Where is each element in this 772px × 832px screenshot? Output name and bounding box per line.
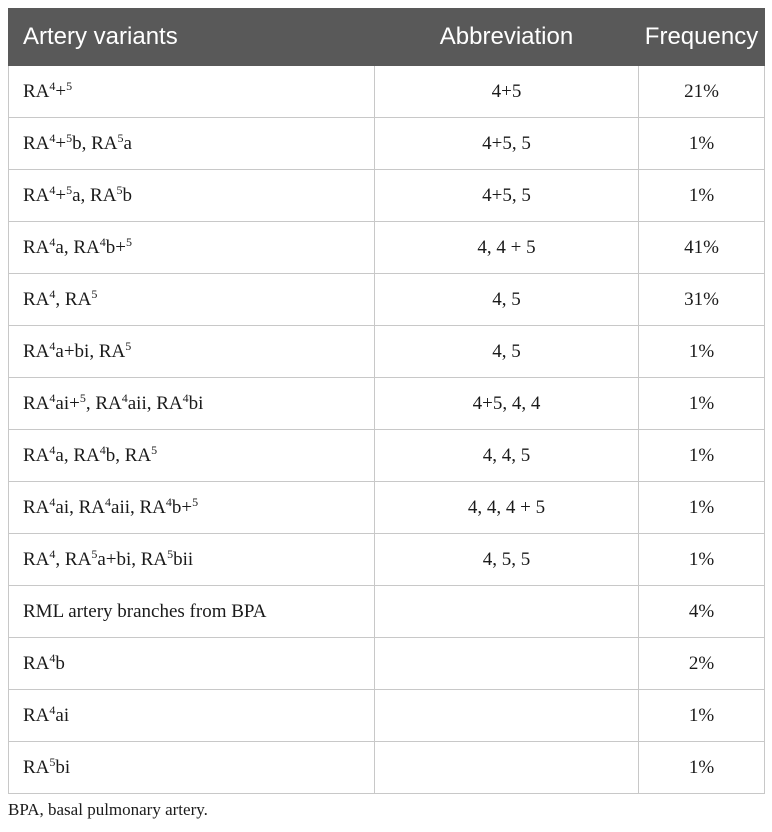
frequency-cell: 1% (639, 378, 765, 430)
variant-text: , RA (55, 548, 92, 570)
table-row (9, 222, 765, 274)
variant-superscript: 4 (49, 182, 56, 197)
variant-superscript: 4 (49, 494, 56, 509)
variant-text: RA (23, 236, 50, 258)
table-header (9, 9, 765, 66)
table-row (9, 378, 765, 430)
frequency-cell: 31% (639, 274, 765, 326)
abbreviation-cell: 4, 5, 5 (375, 534, 639, 586)
table-footnote: BPA, basal pulmonary artery. (8, 800, 208, 819)
artery-variant-cell (9, 586, 375, 638)
variant-text: RA (23, 184, 50, 206)
variant-text: a+bi, RA (97, 548, 168, 570)
frequency-cell: 1% (639, 326, 765, 378)
artery-variant-cell (9, 170, 375, 222)
variant-text: RA (23, 392, 50, 414)
abbreviation-cell: 4, 5 (375, 326, 639, 378)
abbreviation-cell (375, 638, 639, 690)
abbreviation-cell: 4, 4, 5 (375, 430, 639, 482)
variant-superscript: 4 (49, 390, 56, 405)
artery-variant-cell (9, 326, 375, 378)
variant-text: + (55, 80, 67, 102)
variant-text: aii, RA (127, 392, 183, 414)
variant-text: RA (23, 132, 50, 154)
variant-text: b+ (171, 496, 193, 518)
variant-superscript: 4 (105, 494, 112, 509)
variant-text: + (55, 184, 67, 206)
variant-superscript: 5 (151, 442, 158, 457)
frequency-cell: 1% (639, 482, 765, 534)
variant-superscript: 5 (91, 546, 98, 561)
table-row (9, 586, 765, 638)
variant-text: ai+ (55, 392, 80, 414)
variant-superscript: 5 (66, 130, 73, 145)
variant-superscript: 4 (49, 234, 56, 249)
artery-variant-cell (9, 638, 375, 690)
variant-superscript: 4 (49, 702, 56, 717)
variant-superscript: 4 (49, 130, 56, 145)
artery-variants-table-container (8, 8, 764, 794)
variant-text: aii, RA (111, 496, 166, 518)
frequency-cell: 21% (639, 66, 765, 118)
table-body (9, 66, 765, 794)
artery-variant-cell (9, 482, 375, 534)
table-row (9, 274, 765, 326)
abbreviation-cell (375, 742, 639, 794)
frequency-cell: 1% (639, 534, 765, 586)
variant-superscript: 4 (49, 650, 56, 665)
table-row (9, 326, 765, 378)
variant-text: ai (55, 704, 70, 726)
frequency-cell: 1% (639, 118, 765, 170)
artery-variant-cell (9, 66, 375, 118)
variant-text: RA (23, 756, 50, 778)
variant-superscript: 5 (125, 234, 132, 249)
variant-text: a, RA (55, 236, 100, 258)
abbreviation-cell: 4, 4, 4 + 5 (375, 482, 639, 534)
variant-text: b (122, 184, 132, 206)
variant-superscript: 4 (49, 286, 56, 301)
variant-text: b (55, 652, 65, 674)
table-row (9, 742, 765, 794)
abbreviation-cell: 4+5 (375, 66, 639, 118)
abbreviation-cell (375, 586, 639, 638)
variant-superscript: 5 (192, 494, 199, 509)
variant-text: bi (188, 392, 204, 414)
frequency-cell: 1% (639, 430, 765, 482)
abbreviation-cell: 4+5, 4, 4 (375, 378, 639, 430)
variant-text: + (55, 132, 67, 154)
variant-text: RA (23, 340, 50, 362)
variant-superscript: 5 (49, 754, 56, 769)
abbreviation-cell: 4, 4 + 5 (375, 222, 639, 274)
variant-superscript: 5 (167, 546, 174, 561)
variant-superscript: 4 (49, 338, 56, 353)
table-row (9, 534, 765, 586)
table-row (9, 66, 765, 118)
variant-superscript: 4 (165, 494, 172, 509)
variant-superscript: 4 (99, 442, 106, 457)
artery-variant-cell (9, 534, 375, 586)
header-artery-variants: Artery variants (9, 9, 375, 66)
table-row (9, 638, 765, 690)
variant-superscript: 5 (66, 182, 73, 197)
artery-variant-cell (9, 742, 375, 794)
abbreviation-cell (375, 690, 639, 742)
variant-text: b, RA (105, 444, 152, 466)
variant-superscript: 5 (66, 78, 73, 93)
table-row (9, 690, 765, 742)
abbreviation-cell: 4, 5 (375, 274, 639, 326)
variant-superscript: 5 (116, 182, 123, 197)
table-row (9, 170, 765, 222)
artery-variant-cell (9, 690, 375, 742)
variant-text: RA (23, 704, 50, 726)
variant-superscript: 4 (99, 234, 106, 249)
header-frequency: Frequency (639, 9, 765, 66)
frequency-cell: 2% (639, 638, 765, 690)
variant-text: RA (23, 80, 50, 102)
variant-superscript: 5 (125, 338, 132, 353)
artery-variant-cell (9, 222, 375, 274)
artery-variant-cell (9, 378, 375, 430)
variant-text: RA (23, 548, 50, 570)
variant-text: RA (23, 652, 50, 674)
variant-text: b+ (105, 236, 126, 258)
variant-superscript: 4 (121, 390, 128, 405)
frequency-cell: 1% (639, 742, 765, 794)
table-row (9, 118, 765, 170)
variant-superscript: 4 (49, 78, 56, 93)
variant-superscript: 4 (182, 390, 189, 405)
frequency-cell: 41% (639, 222, 765, 274)
variant-text: RA (23, 444, 50, 466)
variant-text: a (123, 132, 132, 154)
frequency-cell: 4% (639, 586, 765, 638)
variant-superscript: 4 (49, 546, 56, 561)
artery-variant-cell (9, 118, 375, 170)
frequency-cell: 1% (639, 690, 765, 742)
table-row (9, 430, 765, 482)
variant-text: b, RA (72, 132, 118, 154)
variant-superscript: 5 (91, 286, 98, 301)
frequency-cell: 1% (639, 170, 765, 222)
variant-superscript: 5 (117, 130, 124, 145)
variant-text: a+bi, RA (55, 340, 126, 362)
header-row (9, 9, 765, 66)
variant-text: RA (23, 288, 50, 310)
variant-text: RML artery branches from BPA (23, 600, 267, 622)
artery-variant-cell (9, 430, 375, 482)
variant-text: bi (55, 756, 71, 778)
variant-text: ai, RA (55, 496, 106, 518)
variant-text: , RA (55, 288, 92, 310)
abbreviation-cell: 4+5, 5 (375, 118, 639, 170)
artery-variants-table (8, 8, 765, 794)
variant-text: a, RA (72, 184, 117, 206)
variant-text: bii (173, 548, 194, 570)
abbreviation-cell: 4+5, 5 (375, 170, 639, 222)
variant-text: a, RA (55, 444, 100, 466)
artery-variant-cell (9, 274, 375, 326)
variant-text: RA (23, 496, 50, 518)
variant-text: , RA (85, 392, 122, 414)
variant-superscript: 5 (79, 390, 86, 405)
variant-superscript: 4 (49, 442, 56, 457)
table-row (9, 482, 765, 534)
header-abbreviation: Abbreviation (375, 9, 639, 66)
